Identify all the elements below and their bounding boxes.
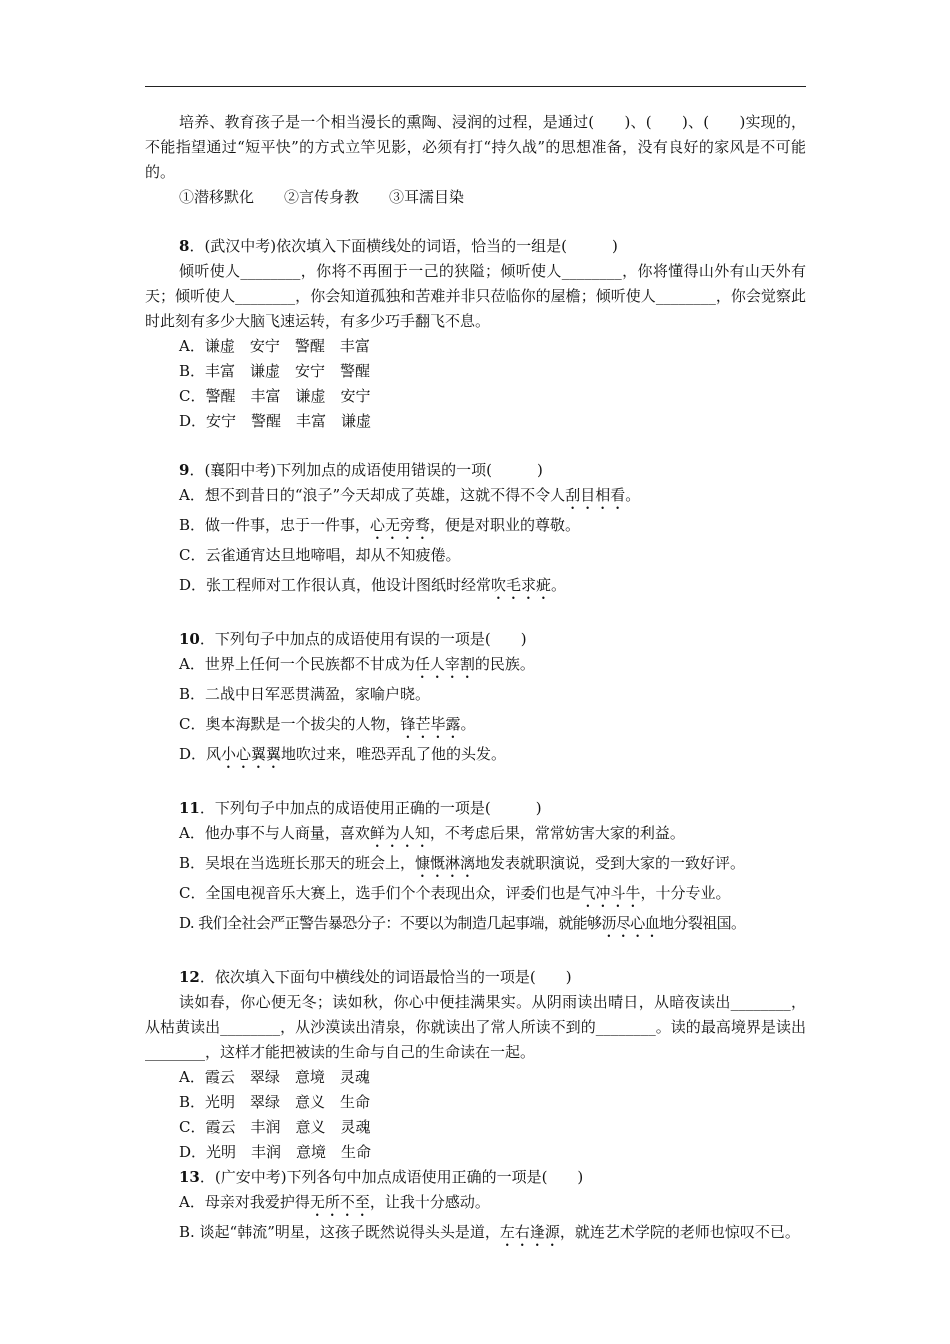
question-11-option-d: D. 我们全社会严正警告暴恐分子：不要以为制造几起事端，就能够沥尽心血地分裂祖国。 (179, 914, 746, 932)
question-10-stem: 10．下列句子中加点的成语使用有误的一项是( ) (179, 630, 527, 648)
question-12-stem: 12．依次填入下面句中横线处的词语最恰当的一项是( ) (179, 968, 572, 986)
question-12-passage: 读如春，你心便无冬；读如秋，你心中便挂满果实。从阴雨读出晴日，从暗夜读出________，从枯黄读出________，从沙漠读出清泉，你就读出了常人所读不到的________。读的最高境界是读出________，这样才能把被读的生命与自己的生命读在一起。 (145, 993, 806, 1061)
question-13-option-b: B. 谈起“韩流”明星，这孩子既然说得头头是道，左右逢源，就连艺术学院的老师也惊叹不已。 (179, 1223, 800, 1241)
dotted-idiom: 无所不至 (309, 1193, 370, 1211)
intro-choices: ①潜移默化 ②言传身教 ③耳濡目染 (179, 188, 465, 206)
question-13-option-a: A．母亲对我爱护得无所不至，让我十分感动。 (179, 1193, 490, 1211)
question-8-option-c: C．警醒 丰富 谦虚 安宁 (179, 387, 371, 405)
question-9-option-d: D．张工程师对工作很认真，他设计图纸时经常吹毛求疵。 (179, 576, 567, 594)
dotted-idiom: 锋芒毕露 (400, 715, 461, 733)
dotted-idiom: 吹毛求疵 (491, 576, 552, 594)
question-12-option-a: A．霞云 翠绿 意境 灵魂 (179, 1068, 370, 1086)
dotted-idiom: 任人宰割 (414, 655, 475, 673)
question-11-stem: 11．下列句子中加点的成语使用正确的一项是( ) (179, 799, 542, 817)
question-9-option-a: A．想不到昔日的“浪子”今天却成了英雄，这就不得不令人刮目相看。 (179, 486, 641, 504)
dotted-idiom: 慷慨淋漓 (415, 854, 476, 872)
dotted-idiom: 小心翼翼 (221, 745, 282, 763)
header-rule (145, 86, 806, 87)
intro-paragraph: 培养、教育孩子是一个相当漫长的熏陶、浸润的过程，是通过( )、( )、( )实现的，不能指望通过“短平快”的方式立竿见影，必须有打“持久战”的思想准备，没有良好的家风是不可能的。 (145, 113, 806, 181)
dotted-idiom: 刮目相看 (565, 486, 626, 504)
question-8-option-a: A．谦虚 安宁 警醒 丰富 (179, 337, 370, 355)
dotted-idiom: 左右逢源 (499, 1223, 560, 1241)
question-9-stem: 9．(襄阳中考)下列加点的成语使用错误的一项( ) (179, 461, 543, 479)
question-11-option-a: A．他办事不与人商量，喜欢鲜为人知，不考虑后果，常常妨害大家的利益。 (179, 824, 685, 842)
dotted-idiom: 心无旁骛 (370, 516, 431, 534)
question-8-option-d: D．安宁 警醒 丰富 谦虚 (179, 412, 372, 430)
question-12-option-d: D．光明 丰润 意境 生命 (179, 1143, 372, 1161)
question-number: 11 (179, 799, 200, 817)
worksheet-page (145, 110, 806, 1250)
question-12-option-b: B．光明 翠绿 意义 生命 (179, 1093, 371, 1111)
question-10-option-b: B．二战中日军恶贯满盈，家喻户晓。 (179, 685, 431, 703)
question-10-option-a: A．世界上任何一个民族都不甘成为任人宰割的民族。 (179, 655, 535, 673)
question-number: 13 (179, 1168, 200, 1186)
question-8-passage: 倾听使人________，你将不再囿于一己的狭隘；倾听使人________，你将懂得山外有山天外有天；倾听使人________，你会知道孤独和苦难并非只莅临你的屋檐；倾听使人________，你会觉察此时此刻有多少大脑飞速运转，有多少巧手翻飞不息。 (145, 262, 806, 330)
dotted-idiom: 气冲斗牛 (580, 884, 641, 902)
question-9-option-c: C．云雀通宵达旦地啼唱，却从不知疲倦。 (179, 546, 461, 564)
question-8-option-b: B．丰富 谦虚 安宁 警醒 (179, 362, 371, 380)
question-12-option-c: C．霞云 丰润 意义 灵魂 (179, 1118, 371, 1136)
question-9-option-b: B．做一件事，忠于一件事，心无旁骛，便是对职业的尊敬。 (179, 516, 581, 534)
dotted-idiom: 沥尽心血 (601, 914, 660, 932)
question-11-option-b: B．吴垠在当选班长那天的班会上，慷慨淋漓地发表就职演说，受到大家的一致好评。 (179, 854, 746, 872)
question-number: 12 (179, 968, 200, 986)
question-13-stem: 13．(广安中考)下列各句中加点成语使用正确的一项是( ) (179, 1168, 584, 1186)
question-8-stem: 8．(武汉中考)依次填入下面横线处的词语，恰当的一组是( ) (179, 237, 618, 255)
question-10-option-c: C．奥本海默是一个拔尖的人物，锋芒毕露。 (179, 715, 476, 733)
dotted-idiom: 鲜为人知 (369, 824, 430, 842)
question-number: 8 (179, 237, 190, 255)
question-number: 9 (179, 461, 190, 479)
question-11-option-c: C．全国电视音乐大赛上，选手们个个表现出众，评委们也是气冲斗牛，十分专业。 (179, 884, 731, 902)
question-number: 10 (179, 630, 200, 648)
question-10-option-d: D．风小心翼翼地吹过来，唯恐弄乱了他的头发。 (179, 745, 507, 763)
